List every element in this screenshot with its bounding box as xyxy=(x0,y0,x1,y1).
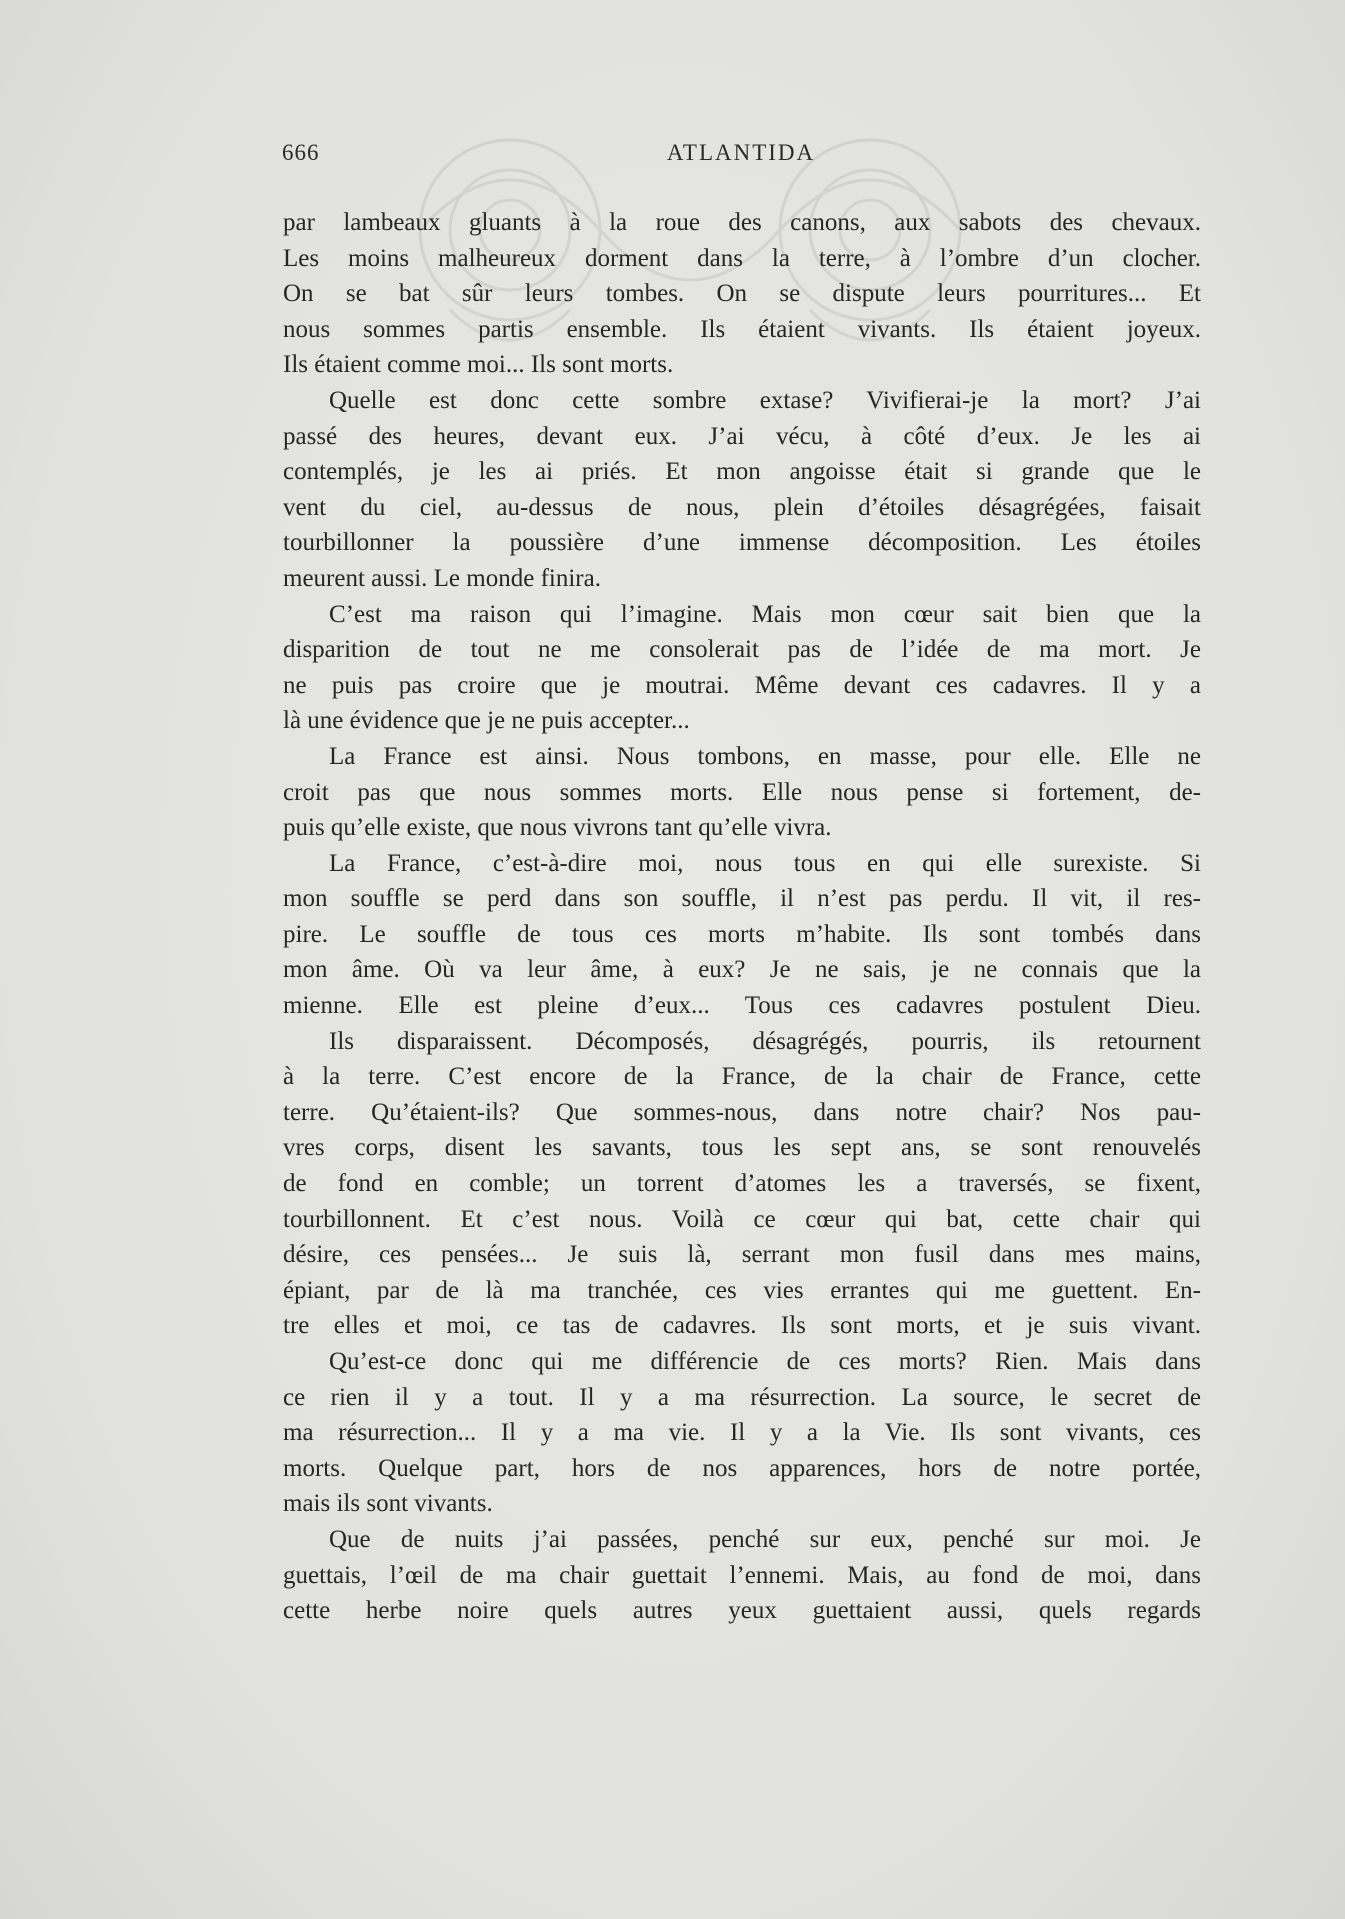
text-line: nous sommes partis ensemble. Ils étaient vivants. Ils étaient joyeux. xyxy=(283,315,1201,343)
text-line: passé des heures, devant eux. J’ai vécu, à côté d’eux. Je les ai xyxy=(283,422,1201,450)
text-line: meurent aussi. Le monde finira. xyxy=(283,564,601,592)
text-line: Qu’est-ce donc qui me différencie de ces morts? Rien. Mais dans xyxy=(329,1348,1201,1375)
text-line: mais ils sont vivants. xyxy=(283,1490,493,1518)
text-line: croit pas que nous sommes morts. Elle nous pense si fortement, de- xyxy=(283,778,1201,806)
text-line: mon souffle se perd dans son souffle, il n’est pas perdu. Il vit, il res- xyxy=(283,885,1201,913)
text-line: désire, ces pensées... Je suis là, serrant mon fusil dans mes mains, xyxy=(283,1241,1201,1269)
text-line: tourbillonner la poussière d’une immense décomposition. Les étoiles xyxy=(283,529,1201,557)
text-line: épiant, par de là ma tranchée, ces vies errantes qui me guettent. En- xyxy=(283,1276,1201,1304)
text-line: terre. Qu’étaient-ils? Que sommes-nous, dans notre chair? Nos pau- xyxy=(283,1098,1201,1126)
text-line: là une évidence que je ne puis accepter... xyxy=(283,707,690,735)
text-line: C’est ma raison qui l’imagine. Mais mon cœur sait bien que la xyxy=(329,600,1201,628)
text-line: par lambeaux gluants à la roue des canons, aux sabots des chevaux. xyxy=(283,209,1201,236)
text-line: disparition de tout ne me consolerait pas de l’idée de ma mort. Je xyxy=(283,636,1201,664)
text-line: tre elles et moi, ce tas de cadavres. Ils sont morts, et je suis vivant. xyxy=(283,1312,1201,1340)
text-line: La France est ainsi. Nous tombons, en masse, pour elle. Elle ne xyxy=(329,742,1201,770)
text-line: ne puis pas croire que je moutrai. Même devant ces cadavres. Il y a xyxy=(283,671,1201,699)
text-line: à la terre. C’est encore de la France, de la chair de France, cette xyxy=(283,1063,1201,1091)
text-line: contemplés, je les ai priés. Et mon angoisse était si grande que le xyxy=(283,458,1201,486)
text-line: Ils étaient comme moi... Ils sont morts. xyxy=(283,351,674,379)
text-line: Quelle est donc cette sombre extase? Vivifierai-je la mort? J’ai xyxy=(329,386,1201,414)
text-line: morts. Quelque part, hors de nos apparences, hors de notre portée, xyxy=(283,1454,1201,1482)
text-line: tourbillonnent. Et c’est nous. Voilà ce cœur qui bat, cette chair qui xyxy=(283,1205,1201,1233)
page-header xyxy=(282,140,1200,176)
text-line: mienne. Elle est pleine d’eux... Tous ces cadavres postulent Dieu. xyxy=(283,992,1201,1020)
running-title: ATLANTIDA xyxy=(666,140,816,165)
text-line: vres corps, disent les savants, tous les sept ans, se sont renouvelés xyxy=(283,1134,1201,1162)
page-number: 666 xyxy=(282,140,320,165)
text-line: de fond en comble; un torrent d’atomes les a traversés, se fixent, xyxy=(283,1170,1201,1198)
text-line: ma résurrection... Il y a ma vie. Il y a la Vie. Ils sont vivants, ces xyxy=(283,1419,1201,1447)
text-line: Que de nuits j’ai passées, penché sur eux, penché sur moi. Je xyxy=(329,1525,1201,1553)
text-line: vent du ciel, au-dessus de nous, plein d’étoiles désagrégées, faisait xyxy=(283,493,1201,521)
text-line: mon âme. Où va leur âme, à eux? Je ne sais, je ne connais que la xyxy=(283,956,1201,984)
text-line: Ils disparaissent. Décomposés, désagrégés, pourris, ils retournent xyxy=(329,1027,1201,1055)
text-line: On se bat sûr leurs tombes. On se dispute leurs pourritures... Et xyxy=(283,280,1201,308)
text-line: La France, c’est-à-dire moi, nous tous en qui elle surexiste. Si xyxy=(329,849,1201,877)
text-line: puis qu’elle existe, que nous vivrons tant qu’elle vivra. xyxy=(283,814,832,842)
text-line: pire. Le souffle de tous ces morts m’habite. Ils sont tombés dans xyxy=(283,920,1201,948)
text-line: guettais, l’œil de ma chair guettait l’ennemi. Mais, au fond de moi, dans xyxy=(283,1561,1201,1589)
text-line: ce rien il y a tout. Il y a ma résurrection. La source, le secret de xyxy=(283,1383,1201,1411)
text-line: cette herbe noire quels autres yeux guettaient aussi, quels regards xyxy=(283,1597,1201,1625)
text-line: Les moins malheureux dorment dans la terre, à l’ombre d’un clocher. xyxy=(283,244,1201,272)
body-text xyxy=(283,205,1201,1629)
